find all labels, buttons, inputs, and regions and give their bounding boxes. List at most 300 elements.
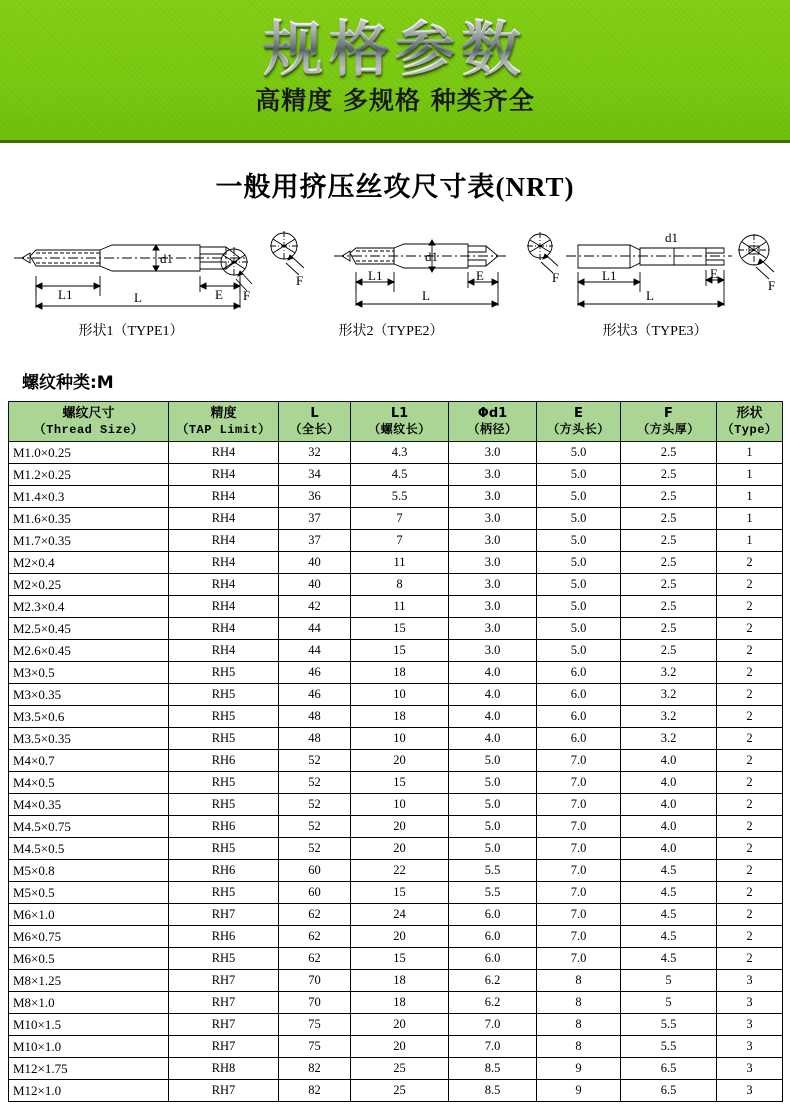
dim-label-L: L xyxy=(134,290,142,305)
column-header-zh: F xyxy=(664,405,673,421)
cell-r29-c1: RH7 xyxy=(169,1080,279,1102)
spec-table-body xyxy=(9,442,783,1102)
cell-r12-c4: 4.0 xyxy=(449,706,537,728)
cell-r0-c2: 32 xyxy=(279,442,351,464)
cell-r22-c4: 6.0 xyxy=(449,926,537,948)
cell-r14-c4: 5.0 xyxy=(449,750,537,772)
dim-label-L: L xyxy=(422,288,430,303)
cell-r20-c4: 5.5 xyxy=(449,882,537,904)
cell-r26-c0: M10×1.5 xyxy=(9,1014,169,1036)
cell-r13-c7: 2 xyxy=(717,728,783,750)
cell-r0-c1: RH4 xyxy=(169,442,279,464)
cell-r1-c1: RH4 xyxy=(169,464,279,486)
column-header-en: （螺纹长） xyxy=(368,422,431,437)
table-row xyxy=(9,662,783,684)
cell-r14-c0: M4×0.7 xyxy=(9,750,169,772)
cell-r16-c7: 2 xyxy=(717,794,783,816)
cell-r11-c6: 3.2 xyxy=(621,684,717,706)
cell-r5-c2: 40 xyxy=(279,552,351,574)
cell-r6-c3: 8 xyxy=(351,574,449,596)
table-row xyxy=(9,706,783,728)
cell-r3-c5: 5.0 xyxy=(537,508,621,530)
cell-r5-c0: M2×0.4 xyxy=(9,552,169,574)
cell-r7-c6: 2.5 xyxy=(621,596,717,618)
table-row xyxy=(9,926,783,948)
dim-label-d1: d1 xyxy=(425,249,438,264)
cell-r10-c7: 2 xyxy=(717,662,783,684)
cell-r29-c3: 25 xyxy=(351,1080,449,1102)
cell-r10-c1: RH5 xyxy=(169,662,279,684)
cell-r26-c3: 20 xyxy=(351,1014,449,1036)
cell-r17-c0: M4.5×0.75 xyxy=(9,816,169,838)
column-header-5 xyxy=(537,402,621,442)
cell-r13-c1: RH5 xyxy=(169,728,279,750)
cell-r17-c7: 2 xyxy=(717,816,783,838)
cell-r6-c7: 2 xyxy=(717,574,783,596)
cell-r23-c0: M6×0.5 xyxy=(9,948,169,970)
cell-r28-c7: 3 xyxy=(717,1058,783,1080)
cell-r9-c2: 44 xyxy=(279,640,351,662)
cell-r5-c1: RH4 xyxy=(169,552,279,574)
column-header-en: （Type） xyxy=(721,422,778,437)
table-row xyxy=(9,860,783,882)
cell-r4-c2: 37 xyxy=(279,530,351,552)
cell-r4-c4: 3.0 xyxy=(449,530,537,552)
cell-r25-c0: M8×1.0 xyxy=(9,992,169,1014)
cell-r10-c5: 6.0 xyxy=(537,662,621,684)
cell-r2-c0: M1.4×0.3 xyxy=(9,486,169,508)
cell-r15-c5: 7.0 xyxy=(537,772,621,794)
cell-r16-c5: 7.0 xyxy=(537,794,621,816)
cell-r24-c5: 8 xyxy=(537,970,621,992)
cell-r9-c7: 2 xyxy=(717,640,783,662)
cell-r8-c7: 2 xyxy=(717,618,783,640)
table-row xyxy=(9,992,783,1014)
cell-r24-c0: M8×1.25 xyxy=(9,970,169,992)
column-header-en: （方头厚） xyxy=(637,422,700,437)
cell-r22-c1: RH6 xyxy=(169,926,279,948)
cell-r4-c1: RH4 xyxy=(169,530,279,552)
column-header-1 xyxy=(169,402,279,442)
cell-r12-c0: M3.5×0.6 xyxy=(9,706,169,728)
cell-r25-c2: 70 xyxy=(279,992,351,1014)
cell-r12-c1: RH5 xyxy=(169,706,279,728)
cell-r3-c2: 37 xyxy=(279,508,351,530)
cell-r25-c4: 6.2 xyxy=(449,992,537,1014)
cell-r12-c7: 2 xyxy=(717,706,783,728)
cell-r4-c5: 5.0 xyxy=(537,530,621,552)
table-row xyxy=(9,970,783,992)
cell-r21-c2: 62 xyxy=(279,904,351,926)
cell-r19-c0: M5×0.8 xyxy=(9,860,169,882)
spec-table-header-row xyxy=(9,402,783,442)
cell-r23-c7: 2 xyxy=(717,948,783,970)
spec-table xyxy=(8,401,783,1102)
banner-subtitle: 高精度 多规格 种类齐全 xyxy=(255,86,535,115)
table-row xyxy=(9,1058,783,1080)
cell-r27-c3: 20 xyxy=(351,1036,449,1058)
cell-r29-c7: 3 xyxy=(717,1080,783,1102)
cell-r12-c3: 18 xyxy=(351,706,449,728)
table-row xyxy=(9,552,783,574)
cell-r15-c3: 15 xyxy=(351,772,449,794)
cell-r9-c3: 15 xyxy=(351,640,449,662)
cell-r16-c2: 52 xyxy=(279,794,351,816)
cell-r9-c1: RH4 xyxy=(169,640,279,662)
cell-r17-c6: 4.0 xyxy=(621,816,717,838)
cell-r13-c4: 4.0 xyxy=(449,728,537,750)
cell-r11-c0: M3×0.35 xyxy=(9,684,169,706)
column-header-zh: 形状 xyxy=(736,405,763,421)
cell-r4-c3: 7 xyxy=(351,530,449,552)
cell-r28-c3: 25 xyxy=(351,1058,449,1080)
cell-r29-c2: 82 xyxy=(279,1080,351,1102)
cell-r18-c1: RH5 xyxy=(169,838,279,860)
cell-r8-c6: 2.5 xyxy=(621,618,717,640)
cell-r13-c6: 3.2 xyxy=(621,728,717,750)
cell-r4-c0: M1.7×0.35 xyxy=(9,530,169,552)
cell-r12-c6: 3.2 xyxy=(621,706,717,728)
cell-r16-c6: 4.0 xyxy=(621,794,717,816)
column-header-en: （Thread Size） xyxy=(33,422,144,437)
diagram-type1-label: 形状1（TYPE1） xyxy=(78,324,184,339)
cell-r20-c2: 60 xyxy=(279,882,351,904)
cell-r3-c0: M1.6×0.35 xyxy=(9,508,169,530)
cell-r2-c5: 5.0 xyxy=(537,486,621,508)
table-row xyxy=(9,882,783,904)
cell-r0-c0: M1.0×0.25 xyxy=(9,442,169,464)
cell-r25-c6: 5 xyxy=(621,992,717,1014)
cell-r3-c3: 7 xyxy=(351,508,449,530)
cell-r23-c5: 7.0 xyxy=(537,948,621,970)
cell-r17-c1: RH6 xyxy=(169,816,279,838)
cell-r7-c2: 42 xyxy=(279,596,351,618)
dim-label-L1: L1 xyxy=(58,287,73,302)
cell-r8-c1: RH4 xyxy=(169,618,279,640)
column-header-zh: E xyxy=(574,405,583,421)
cell-r9-c4: 3.0 xyxy=(449,640,537,662)
cell-r0-c5: 5.0 xyxy=(537,442,621,464)
cell-r11-c2: 46 xyxy=(279,684,351,706)
cell-r14-c3: 20 xyxy=(351,750,449,772)
cell-r13-c3: 10 xyxy=(351,728,449,750)
cell-r16-c4: 5.0 xyxy=(449,794,537,816)
cell-r24-c2: 70 xyxy=(279,970,351,992)
cell-r0-c3: 4.3 xyxy=(351,442,449,464)
cell-r13-c5: 6.0 xyxy=(537,728,621,750)
banner-title: 规格参数 xyxy=(263,15,527,85)
cell-r6-c2: 40 xyxy=(279,574,351,596)
cell-r14-c6: 4.0 xyxy=(621,750,717,772)
cell-r10-c4: 4.0 xyxy=(449,662,537,684)
cell-r10-c2: 46 xyxy=(279,662,351,684)
cell-r19-c3: 22 xyxy=(351,860,449,882)
cell-r28-c0: M12×1.75 xyxy=(9,1058,169,1080)
cell-r19-c7: 2 xyxy=(717,860,783,882)
cell-r0-c7: 1 xyxy=(717,442,783,464)
cell-r13-c0: M3.5×0.35 xyxy=(9,728,169,750)
cell-r6-c4: 3.0 xyxy=(449,574,537,596)
cell-r3-c4: 3.0 xyxy=(449,508,537,530)
cell-r24-c1: RH7 xyxy=(169,970,279,992)
diagram-type2 xyxy=(262,220,520,340)
cell-r3-c1: RH4 xyxy=(169,508,279,530)
cell-r4-c6: 2.5 xyxy=(621,530,717,552)
table-row xyxy=(9,750,783,772)
diagram-type3 xyxy=(520,220,790,340)
column-header-en: （方头长） xyxy=(547,422,610,437)
cell-r23-c1: RH5 xyxy=(169,948,279,970)
cell-r22-c2: 62 xyxy=(279,926,351,948)
cell-r22-c5: 7.0 xyxy=(537,926,621,948)
cell-r15-c4: 5.0 xyxy=(449,772,537,794)
dim-label-L1: L1 xyxy=(602,268,617,283)
cell-r8-c0: M2.5×0.45 xyxy=(9,618,169,640)
cell-r23-c2: 62 xyxy=(279,948,351,970)
column-header-en: （TAP Limit） xyxy=(176,422,271,437)
cell-r1-c7: 1 xyxy=(717,464,783,486)
cell-r7-c0: M2.3×0.4 xyxy=(9,596,169,618)
cell-r17-c4: 5.0 xyxy=(449,816,537,838)
table-row xyxy=(9,508,783,530)
cell-r22-c7: 2 xyxy=(717,926,783,948)
spec-table-head xyxy=(9,402,783,442)
table-row xyxy=(9,794,783,816)
cell-r8-c4: 3.0 xyxy=(449,618,537,640)
cell-r2-c2: 36 xyxy=(279,486,351,508)
cell-r18-c5: 7.0 xyxy=(537,838,621,860)
cell-r18-c3: 20 xyxy=(351,838,449,860)
cell-r27-c0: M10×1.0 xyxy=(9,1036,169,1058)
cell-r13-c2: 48 xyxy=(279,728,351,750)
cell-r18-c7: 2 xyxy=(717,838,783,860)
cell-r10-c6: 3.2 xyxy=(621,662,717,684)
cell-r20-c6: 4.5 xyxy=(621,882,717,904)
cell-r25-c5: 8 xyxy=(537,992,621,1014)
dim-label-d1: d1 xyxy=(160,251,173,266)
cell-r21-c6: 4.5 xyxy=(621,904,717,926)
table-row xyxy=(9,948,783,970)
cell-r15-c0: M4×0.5 xyxy=(9,772,169,794)
cell-r29-c6: 6.5 xyxy=(621,1080,717,1102)
table-row xyxy=(9,640,783,662)
table-row xyxy=(9,728,783,750)
cell-r1-c5: 5.0 xyxy=(537,464,621,486)
cell-r27-c7: 3 xyxy=(717,1036,783,1058)
cell-r22-c0: M6×0.75 xyxy=(9,926,169,948)
cell-r27-c6: 5.5 xyxy=(621,1036,717,1058)
cell-r8-c5: 5.0 xyxy=(537,618,621,640)
cell-r1-c0: M1.2×0.25 xyxy=(9,464,169,486)
cell-r2-c3: 5.5 xyxy=(351,486,449,508)
cell-r14-c7: 2 xyxy=(717,750,783,772)
cell-r3-c7: 1 xyxy=(717,508,783,530)
cell-r7-c7: 2 xyxy=(717,596,783,618)
cell-r23-c6: 4.5 xyxy=(621,948,717,970)
cell-r26-c4: 7.0 xyxy=(449,1014,537,1036)
cell-r21-c5: 7.0 xyxy=(537,904,621,926)
cell-r6-c0: M2×0.25 xyxy=(9,574,169,596)
cell-r1-c4: 3.0 xyxy=(449,464,537,486)
cell-r16-c3: 10 xyxy=(351,794,449,816)
cell-r1-c6: 2.5 xyxy=(621,464,717,486)
cell-r2-c6: 2.5 xyxy=(621,486,717,508)
column-header-zh: Φd1 xyxy=(477,405,508,421)
table-row xyxy=(9,904,783,926)
cell-r21-c3: 24 xyxy=(351,904,449,926)
cell-r2-c7: 1 xyxy=(717,486,783,508)
cell-r21-c0: M6×1.0 xyxy=(9,904,169,926)
cell-r5-c6: 2.5 xyxy=(621,552,717,574)
cell-r11-c1: RH5 xyxy=(169,684,279,706)
cell-r10-c0: M3×0.5 xyxy=(9,662,169,684)
diagram-type2-label: 形状2（TYPE2） xyxy=(338,324,444,339)
cell-r19-c5: 7.0 xyxy=(537,860,621,882)
cell-r17-c5: 7.0 xyxy=(537,816,621,838)
cell-r18-c2: 52 xyxy=(279,838,351,860)
column-header-en: （全长） xyxy=(289,422,340,437)
diagram-type2-svg xyxy=(262,220,520,320)
dim-label-F: F xyxy=(296,273,304,288)
cell-r26-c5: 8 xyxy=(537,1014,621,1036)
page-title: 一般用挤压丝攻尺寸表(NRT) xyxy=(215,172,575,202)
table-row xyxy=(9,574,783,596)
cell-r5-c5: 5.0 xyxy=(537,552,621,574)
cell-r28-c6: 6.5 xyxy=(621,1058,717,1080)
cell-r28-c2: 82 xyxy=(279,1058,351,1080)
cell-r9-c6: 2.5 xyxy=(621,640,717,662)
cell-r26-c2: 75 xyxy=(279,1014,351,1036)
cell-r5-c4: 3.0 xyxy=(449,552,537,574)
cell-r18-c0: M4.5×0.5 xyxy=(9,838,169,860)
dim-label-L1: L1 xyxy=(368,268,383,283)
cell-r27-c5: 8 xyxy=(537,1036,621,1058)
cell-r26-c6: 5.5 xyxy=(621,1014,717,1036)
diagram-type1 xyxy=(0,220,262,340)
cell-r24-c7: 3 xyxy=(717,970,783,992)
cell-r3-c6: 2.5 xyxy=(621,508,717,530)
cell-r22-c3: 20 xyxy=(351,926,449,948)
table-row xyxy=(9,1036,783,1058)
cell-r15-c7: 2 xyxy=(717,772,783,794)
cell-r5-c7: 2 xyxy=(717,552,783,574)
table-row xyxy=(9,530,783,552)
banner-bottom-rule xyxy=(0,140,790,143)
cell-r20-c0: M5×0.5 xyxy=(9,882,169,904)
cell-r11-c7: 2 xyxy=(717,684,783,706)
cell-r29-c4: 8.5 xyxy=(449,1080,537,1102)
cell-r25-c1: RH7 xyxy=(169,992,279,1014)
cell-r17-c2: 52 xyxy=(279,816,351,838)
cell-r0-c4: 3.0 xyxy=(449,442,537,464)
column-header-6 xyxy=(621,402,717,442)
cell-r20-c7: 2 xyxy=(717,882,783,904)
cell-r27-c4: 7.0 xyxy=(449,1036,537,1058)
cell-r12-c5: 6.0 xyxy=(537,706,621,728)
cell-r23-c4: 6.0 xyxy=(449,948,537,970)
dim-label-F: F xyxy=(552,270,560,285)
cell-r6-c6: 2.5 xyxy=(621,574,717,596)
cell-r28-c1: RH8 xyxy=(169,1058,279,1080)
cell-r24-c4: 6.2 xyxy=(449,970,537,992)
column-header-7 xyxy=(717,402,783,442)
column-header-zh: 螺纹尺寸 xyxy=(62,405,115,421)
cell-r1-c3: 4.5 xyxy=(351,464,449,486)
page-banner xyxy=(0,0,790,143)
thread-kind-label: 螺纹种类:M xyxy=(22,373,114,393)
column-header-zh: 精度 xyxy=(210,405,237,421)
cell-r6-c5: 5.0 xyxy=(537,574,621,596)
table-row xyxy=(9,772,783,794)
cell-r14-c1: RH6 xyxy=(169,750,279,772)
cell-r11-c4: 4.0 xyxy=(449,684,537,706)
dim-label-d1: d1 xyxy=(665,230,678,245)
dim-label-F: F xyxy=(243,288,251,303)
cell-r21-c1: RH7 xyxy=(169,904,279,926)
table-row xyxy=(9,442,783,464)
table-row xyxy=(9,684,783,706)
cell-r27-c1: RH7 xyxy=(169,1036,279,1058)
column-header-zh: L1 xyxy=(390,405,409,421)
cell-r11-c5: 6.0 xyxy=(537,684,621,706)
cell-r28-c4: 8.5 xyxy=(449,1058,537,1080)
dim-label-L: L xyxy=(646,288,654,303)
cell-r15-c6: 4.0 xyxy=(621,772,717,794)
dim-label-E: E xyxy=(215,287,223,302)
cell-r2-c1: RH4 xyxy=(169,486,279,508)
dim-label-E: E xyxy=(476,268,484,283)
cell-r22-c6: 4.5 xyxy=(621,926,717,948)
cell-r19-c4: 5.5 xyxy=(449,860,537,882)
cell-r15-c1: RH5 xyxy=(169,772,279,794)
cell-r15-c2: 52 xyxy=(279,772,351,794)
cell-r7-c1: RH4 xyxy=(169,596,279,618)
cell-r9-c5: 5.0 xyxy=(537,640,621,662)
cell-r19-c6: 4.5 xyxy=(621,860,717,882)
cell-r7-c5: 5.0 xyxy=(537,596,621,618)
table-row xyxy=(9,596,783,618)
dim-label-F: F xyxy=(768,278,776,293)
cell-r25-c7: 3 xyxy=(717,992,783,1014)
table-row xyxy=(9,816,783,838)
cell-r19-c2: 60 xyxy=(279,860,351,882)
cell-r26-c1: RH7 xyxy=(169,1014,279,1036)
diagram-type3-label: 形状3（TYPE3） xyxy=(602,324,708,339)
table-row xyxy=(9,1080,783,1102)
cell-r11-c3: 10 xyxy=(351,684,449,706)
cell-r18-c6: 4.0 xyxy=(621,838,717,860)
cell-r14-c2: 52 xyxy=(279,750,351,772)
table-row xyxy=(9,838,783,860)
cell-r25-c3: 18 xyxy=(351,992,449,1014)
table-row xyxy=(9,618,783,640)
dim-label-E: E xyxy=(710,266,718,281)
cell-r14-c5: 7.0 xyxy=(537,750,621,772)
cell-r28-c5: 9 xyxy=(537,1058,621,1080)
cell-r29-c5: 9 xyxy=(537,1080,621,1102)
cell-r23-c3: 15 xyxy=(351,948,449,970)
cell-r24-c3: 18 xyxy=(351,970,449,992)
cell-r26-c7: 3 xyxy=(717,1014,783,1036)
cell-r8-c2: 44 xyxy=(279,618,351,640)
cell-r0-c6: 2.5 xyxy=(621,442,717,464)
table-row xyxy=(9,464,783,486)
cell-r27-c2: 75 xyxy=(279,1036,351,1058)
diagram-type1-cross-section xyxy=(214,238,260,310)
column-header-2 xyxy=(279,402,351,442)
cell-r29-c0: M12×1.0 xyxy=(9,1080,169,1102)
column-header-3 xyxy=(351,402,449,442)
